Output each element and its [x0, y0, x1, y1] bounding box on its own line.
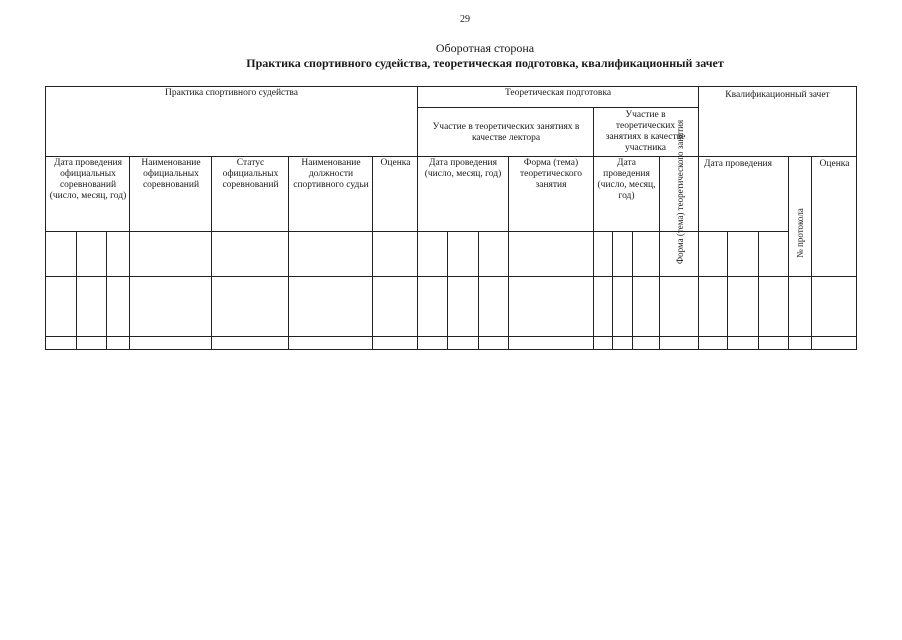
column-header-competition-status: Статус официальных соревнований — [222, 158, 279, 190]
group-header-theory: Теоретическая подготовка — [504, 88, 612, 98]
column-header-qualification-score: Оценка — [819, 159, 850, 169]
page-subtitle: Оборотная сторона — [435, 41, 535, 55]
column-header-protocol-number: № протокола — [795, 208, 805, 258]
column-header-participant-date: Дата проведения (число, месяц, год) — [597, 158, 656, 201]
page-heading — [0, 41, 902, 71]
column-header-qualification-date: Дата проведения — [704, 159, 773, 169]
column-header-lecturer-date: Дата проведения (число, месяц, год) — [424, 158, 502, 179]
group-header-qualification: Квалификационный зачет — [725, 90, 830, 100]
page-title: Практика спортивного судейства, теоретическая подготовка, квалификационный зачет — [246, 56, 724, 70]
subgroup-header-lecturer: Участие в теоретических занятиях в качестве лектора — [432, 122, 580, 143]
column-header-participant-topic: Форма (тема) теоретического занятия — [675, 119, 685, 264]
qualification-form-table — [45, 86, 857, 350]
column-header-judge-position: Наименование должности спортивного судьи — [293, 158, 369, 190]
subgroup-header-participant: Участие в теоретических занятиях в качестве участника — [605, 110, 686, 153]
column-header-competition-name: Наименование официальных соревнований — [141, 158, 201, 190]
column-header-judging-score: Оценка — [380, 158, 411, 168]
group-header-judging-practice: Практика спортивного судейства — [165, 88, 298, 98]
column-header-competition-date: Дата проведения официальных соревнований (число, месяц, год) — [49, 158, 127, 201]
page-number: 29 — [460, 14, 470, 25]
column-header-lecturer-topic: Форма (тема) теоретического занятия — [519, 158, 583, 190]
